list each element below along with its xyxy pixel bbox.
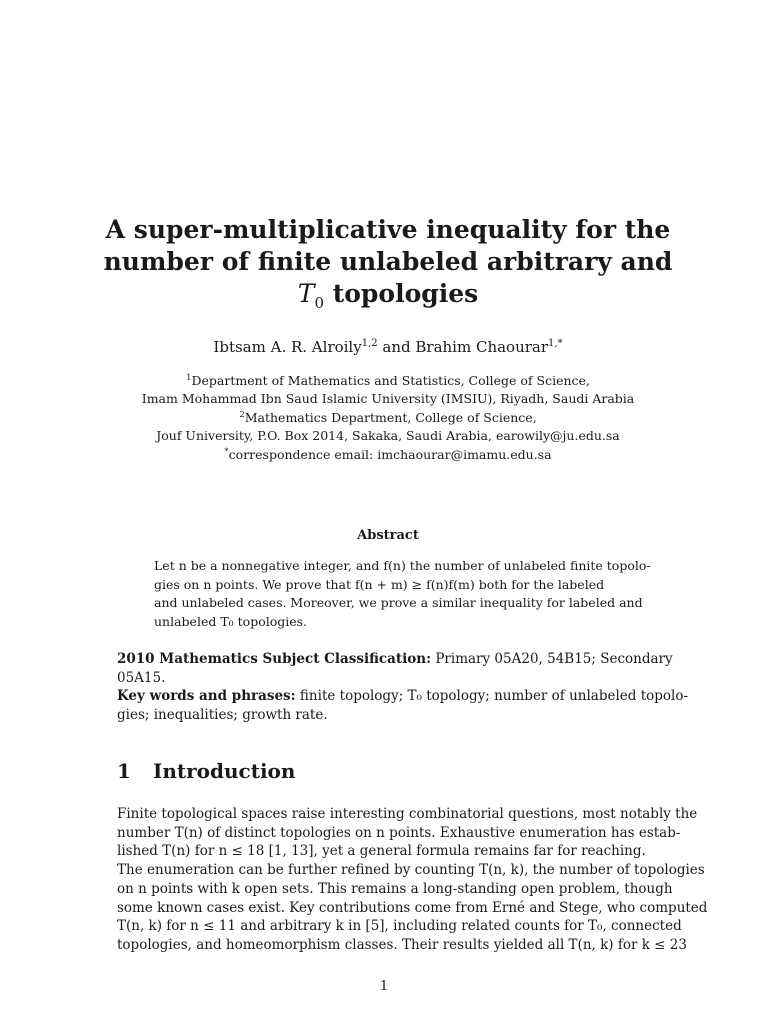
keywords-line-1 <box>117 687 689 706</box>
section-number: 1 <box>117 759 131 783</box>
intro-line: on n points with k open sets. This remains a long-standing open problem, though <box>117 880 673 897</box>
correspondence-line <box>100 444 676 464</box>
keywords-text: finite topology; T₀ topology; number of unlabeled topolo- <box>295 688 689 704</box>
abstract-line: gies on n points. We prove that f(n + m) ≥ f(n)f(m) both for the labeled <box>154 576 605 592</box>
intro-line: topologies, and homeomorphism classes. Their results yielded all T(n, k) for k ≤ 23 <box>117 936 687 953</box>
title-line-1: A super-multiplicative inequality for the <box>105 215 671 244</box>
author-1: Ibtsam A. R. Alroily <box>213 338 362 356</box>
affiliation-1-line-2: Imam Mohammad Ibn Saud Islamic University (IMSIU), Riyadh, Saudi Arabia <box>141 390 635 406</box>
intro-line: some known cases exist. Key contributions come from Erné and Stege, who computed <box>117 899 708 916</box>
msc-line-2: 05A15. <box>117 669 166 686</box>
affiliation-2-line-1 <box>100 407 676 427</box>
classification-block <box>117 650 689 724</box>
abstract-line: and unlabeled cases. Moreover, we prove a similar inequality for labeled and <box>154 595 643 610</box>
author-conjunction: and <box>377 338 416 356</box>
title-line-3-rest: topologies <box>324 279 479 308</box>
msc-codes: Primary 05A20, 54B15; Secondary <box>431 651 673 667</box>
affiliation-2-text: Mathematics Department, College of Science, <box>244 410 537 426</box>
affiliation-1-line-1 <box>100 370 676 390</box>
affiliation-2-marker: 2 <box>239 410 245 421</box>
abstract-line: unlabeled T₀ topologies. <box>154 613 308 629</box>
intro-line: lished T(n) for n ≤ 18 [1, 13], yet a general formula remains far for reaching. <box>117 843 646 860</box>
affiliations <box>100 370 676 464</box>
abstract-line: Let n be a nonnegative integer, and f(n) the number of unlabeled finite topolo- <box>154 558 651 573</box>
title-t0-sub: 0 <box>314 294 324 312</box>
affiliation-1-marker: 1 <box>186 373 192 383</box>
msc-line-1 <box>117 650 673 669</box>
abstract-body <box>154 557 651 631</box>
correspondence-email: correspondence email: imchaourar@imamu.edu.sa <box>228 447 552 463</box>
paper-title <box>100 214 676 319</box>
abstract-heading: Abstract <box>357 528 419 543</box>
intro-line: T(n, k) for n ≤ 11 and arbitrary k in [5], including related counts for T₀, connected <box>117 918 682 935</box>
introduction-body <box>117 805 708 955</box>
title-line-2: number of finite unlabeled arbitrary and <box>103 247 673 276</box>
correspondence-marker: * <box>224 447 229 458</box>
intro-line: number T(n) of distinct topologies on n points. Exhaustive enumeration has estab- <box>117 824 681 841</box>
keywords-line-2: gies; inequalities; growth rate. <box>117 706 328 723</box>
author-2-affil: 1,* <box>548 338 563 349</box>
affiliation-2-line-2: Jouf University, P.O. Box 2014, Sakaka, Saudi Arabia, earowily@ju.edu.sa <box>156 427 620 443</box>
author-2: Brahim Chaourar <box>415 338 549 356</box>
keywords-label: Key words and phrases: <box>117 688 296 704</box>
msc-label: 2010 Mathematics Subject Classification: <box>117 651 432 667</box>
author-list <box>100 334 676 357</box>
title-t0-var: T <box>297 279 315 308</box>
affiliation-1-text: Department of Mathematics and Statistics, College of Science, <box>191 373 590 389</box>
section-title: Introduction <box>153 759 296 783</box>
intro-line: The enumeration can be further refined by counting T(n, k), the number of topologies <box>117 862 705 879</box>
page-number: 1 <box>379 979 389 994</box>
author-1-affil: 1,2 <box>361 338 378 349</box>
intro-line: Finite topological spaces raise interesting combinatorial questions, most notably the <box>117 806 698 822</box>
section-heading <box>117 758 295 784</box>
title-line-3 <box>100 278 676 319</box>
